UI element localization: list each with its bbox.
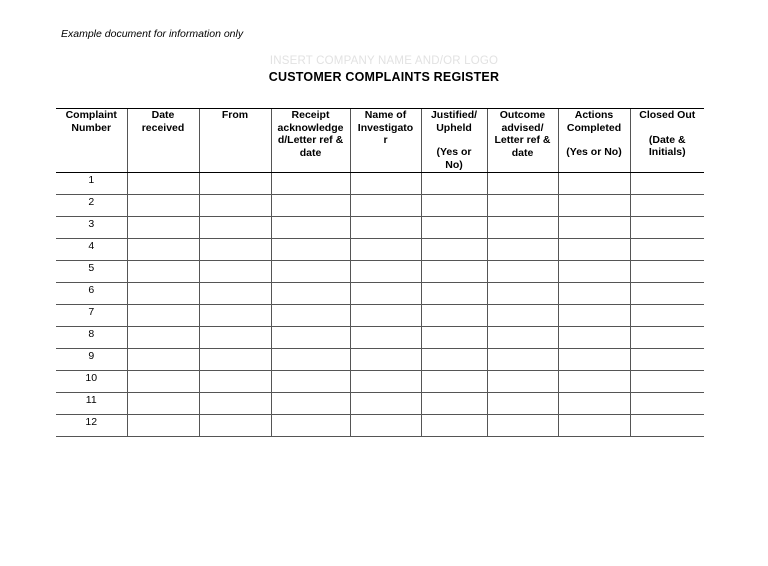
entry-cell[interactable] (271, 283, 350, 305)
entry-cell[interactable] (558, 349, 630, 371)
entry-cell[interactable] (199, 371, 271, 393)
entry-cell[interactable] (487, 305, 558, 327)
column-header-label: From (221, 109, 249, 121)
table-row (56, 261, 704, 283)
entry-cell[interactable] (421, 349, 487, 371)
entry-cell[interactable] (350, 261, 421, 283)
column-header-sublabel: (Date & Initials) (648, 133, 686, 158)
entry-cell[interactable] (199, 349, 271, 371)
entry-cell[interactable] (421, 217, 487, 239)
entry-cell[interactable] (127, 261, 199, 283)
entry-cell[interactable] (558, 283, 630, 305)
entry-cell[interactable] (421, 393, 487, 415)
entry-cell[interactable] (199, 261, 271, 283)
entry-cell[interactable] (630, 195, 704, 217)
entry-cell[interactable] (350, 349, 421, 371)
entry-cell[interactable] (421, 261, 487, 283)
complaint-number-cell: 11 (56, 393, 127, 415)
table-row (56, 283, 704, 305)
complaints-register-table (56, 108, 704, 437)
table-row (56, 217, 704, 239)
entry-cell[interactable] (487, 217, 558, 239)
entry-cell[interactable] (127, 305, 199, 327)
entry-cell[interactable] (558, 239, 630, 261)
entry-cell[interactable] (350, 305, 421, 327)
entry-cell[interactable] (558, 415, 630, 437)
entry-cell[interactable] (271, 217, 350, 239)
column-header-5 (350, 109, 421, 173)
entry-cell[interactable] (271, 415, 350, 437)
entry-cell[interactable] (199, 393, 271, 415)
entry-cell[interactable] (630, 327, 704, 349)
entry-cell[interactable] (487, 173, 558, 195)
entry-cell[interactable] (630, 393, 704, 415)
entry-cell[interactable] (127, 371, 199, 393)
entry-cell[interactable] (199, 305, 271, 327)
entry-cell[interactable] (487, 283, 558, 305)
entry-cell[interactable] (199, 217, 271, 239)
entry-cell[interactable] (487, 195, 558, 217)
complaint-number-cell: 9 (56, 349, 127, 371)
company-name-placeholder: INSERT COMPANY NAME AND/OR LOGO (269, 55, 499, 67)
entry-cell[interactable] (271, 305, 350, 327)
header-spacer (631, 122, 705, 134)
complaint-number-cell: 12 (56, 415, 127, 437)
complaint-number-cell: 2 (56, 195, 127, 217)
table-row (56, 305, 704, 327)
entry-cell[interactable] (630, 239, 704, 261)
column-header-label: Actions Completed (566, 109, 622, 134)
entry-cell[interactable] (350, 217, 421, 239)
entry-cell[interactable] (350, 393, 421, 415)
entry-cell[interactable] (271, 173, 350, 195)
entry-cell[interactable] (558, 217, 630, 239)
table-body (56, 173, 704, 437)
column-header-label: Name of Investigato r (357, 109, 414, 146)
table-row (56, 415, 704, 437)
table-row (56, 349, 704, 371)
column-header-2 (127, 109, 199, 173)
entry-cell[interactable] (630, 283, 704, 305)
entry-cell[interactable] (199, 415, 271, 437)
entry-cell[interactable] (421, 283, 487, 305)
entry-cell[interactable] (350, 195, 421, 217)
header-spacer (559, 134, 630, 146)
entry-cell[interactable] (630, 349, 704, 371)
table-row (56, 173, 704, 195)
entry-cell[interactable] (271, 349, 350, 371)
entry-cell[interactable] (350, 283, 421, 305)
column-header-label: Justified/ Upheld (430, 109, 478, 134)
entry-cell[interactable] (350, 173, 421, 195)
entry-cell[interactable] (199, 173, 271, 195)
entry-cell[interactable] (199, 283, 271, 305)
entry-cell[interactable] (127, 415, 199, 437)
entry-cell[interactable] (350, 239, 421, 261)
column-header-label: Complaint Number (65, 109, 117, 134)
entry-cell[interactable] (630, 371, 704, 393)
entry-cell[interactable] (487, 327, 558, 349)
entry-cell[interactable] (630, 305, 704, 327)
entry-cell[interactable] (421, 415, 487, 437)
column-header-4 (271, 109, 350, 173)
entry-cell[interactable] (487, 415, 558, 437)
entry-cell[interactable] (558, 371, 630, 393)
entry-cell[interactable] (630, 415, 704, 437)
complaint-number-cell: 4 (56, 239, 127, 261)
table-row (56, 393, 704, 415)
entry-cell[interactable] (558, 305, 630, 327)
entry-cell[interactable] (630, 217, 704, 239)
complaint-number-cell: 1 (56, 173, 127, 195)
entry-cell[interactable] (271, 239, 350, 261)
column-header-1 (56, 109, 127, 173)
table-header-row (56, 109, 704, 173)
entry-cell[interactable] (271, 393, 350, 415)
entry-cell[interactable] (421, 239, 487, 261)
entry-cell[interactable] (271, 261, 350, 283)
entry-cell[interactable] (199, 327, 271, 349)
entry-cell[interactable] (127, 173, 199, 195)
entry-cell[interactable] (421, 305, 487, 327)
entry-cell[interactable] (350, 415, 421, 437)
complaint-number-cell: 10 (56, 371, 127, 393)
entry-cell[interactable] (350, 371, 421, 393)
entry-cell[interactable] (487, 349, 558, 371)
entry-cell[interactable] (271, 195, 350, 217)
entry-cell[interactable] (127, 283, 199, 305)
entry-cell[interactable] (558, 327, 630, 349)
entry-cell[interactable] (487, 239, 558, 261)
table-row (56, 239, 704, 261)
entry-cell[interactable] (421, 327, 487, 349)
column-header-sublabel: (Yes or No) (566, 146, 622, 158)
entry-cell[interactable] (630, 261, 704, 283)
entry-cell[interactable] (558, 393, 630, 415)
complaint-number-cell: 8 (56, 327, 127, 349)
entry-cell[interactable] (350, 327, 421, 349)
column-header-label: Receipt acknowledge d/Letter ref & date (277, 109, 344, 159)
entry-cell[interactable] (487, 261, 558, 283)
complaint-number-cell: 5 (56, 261, 127, 283)
column-header-7 (487, 109, 558, 173)
entry-cell[interactable] (127, 327, 199, 349)
entry-cell[interactable] (127, 195, 199, 217)
column-header-sublabel: (Yes or No) (436, 146, 472, 171)
entry-cell[interactable] (199, 195, 271, 217)
page-title: CUSTOMER COMPLAINTS REGISTER (268, 70, 500, 84)
column-header-label: Outcome advised/ Letter ref & date (494, 109, 551, 159)
header-spacer (422, 134, 487, 146)
column-header-8 (558, 109, 630, 173)
entry-cell[interactable] (127, 393, 199, 415)
entry-cell[interactable] (271, 371, 350, 393)
complaint-number-cell: 6 (56, 283, 127, 305)
entry-cell[interactable] (558, 261, 630, 283)
entry-cell[interactable] (630, 173, 704, 195)
entry-cell[interactable] (558, 173, 630, 195)
table-row (56, 371, 704, 393)
disclaimer-note: Example document for information only (61, 28, 244, 40)
entry-cell[interactable] (487, 371, 558, 393)
entry-cell[interactable] (271, 327, 350, 349)
entry-cell[interactable] (127, 239, 199, 261)
entry-cell[interactable] (421, 173, 487, 195)
column-header-label: Date received (141, 109, 185, 134)
complaint-number-cell: 3 (56, 217, 127, 239)
table-row (56, 327, 704, 349)
entry-cell[interactable] (127, 217, 199, 239)
entry-cell[interactable] (421, 195, 487, 217)
column-header-6 (421, 109, 487, 173)
column-header-3 (199, 109, 271, 173)
complaint-number-cell: 7 (56, 305, 127, 327)
entry-cell[interactable] (199, 239, 271, 261)
column-header-label: Closed Out (639, 109, 696, 121)
entry-cell[interactable] (487, 393, 558, 415)
column-header-9 (630, 109, 704, 173)
table-row (56, 195, 704, 217)
entry-cell[interactable] (127, 349, 199, 371)
entry-cell[interactable] (421, 371, 487, 393)
entry-cell[interactable] (558, 195, 630, 217)
